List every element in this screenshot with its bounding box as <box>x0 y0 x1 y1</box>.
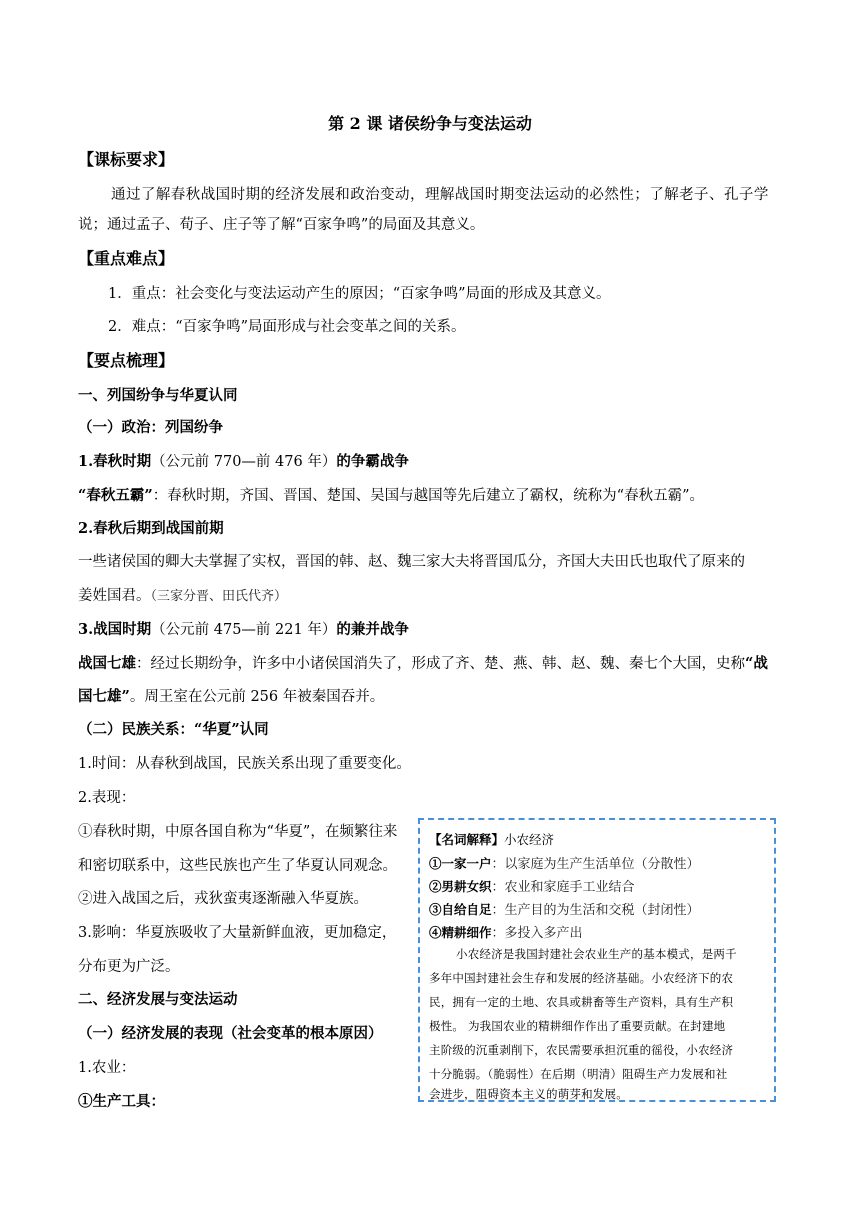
tools-label: ①生产工具： <box>78 1093 165 1110</box>
point-2-heading: 2.春秋后期到战国前期 <box>78 520 224 537</box>
point-1-date: （公元前 770—前 476 年） <box>151 454 337 470</box>
point-2-note: （三家分晋、田氏代齐） <box>150 589 288 604</box>
minzu-a-line-2: 和密切联系中，这些民族也产生了华夏认同观念。 <box>78 858 397 874</box>
zhongdian-item-2: 2．难点：“百家争鸣”局面形成与社会变革之间的关系。 <box>108 319 466 335</box>
lesson-title: 第 2 课 诸侯纷争与变法运动 <box>328 114 532 133</box>
point-3-line-1 <box>78 652 768 673</box>
point-3-term: 战国七雄 <box>78 655 136 672</box>
minzu-time: 1.时间：从春秋到战国，民族关系出现了重要变化。 <box>78 756 411 772</box>
box-item-2-term: ②男耕女织 <box>429 879 492 894</box>
point-2-line-1: 一些诸侯国的卿大夫掌握了实权，晋国的韩、赵、魏三家大夫将晋国瓜分，齐国大夫田氏也取代了原来的 <box>78 554 745 570</box>
subsection-3-heading: （一）经济发展的表现（社会变革的根本原因） <box>78 1025 383 1042</box>
box-item-4-text: ：多投入多产出 <box>491 926 583 941</box>
agriculture-label: 1.农业： <box>78 1060 136 1076</box>
point-1-term: “春秋五霸” <box>78 487 153 504</box>
box-para-line-6: 十分脆弱。（脆弱性）在后期（明清）阻碍生产力发展和社 <box>429 1067 728 1081</box>
point-1-tail: 的争霸战争 <box>336 453 409 470</box>
box-item-3 <box>429 899 700 918</box>
box-item-3-text: ：生产目的为生活和交税（封闭性） <box>491 903 700 918</box>
box-item-1 <box>429 853 700 872</box>
box-heading <box>429 830 554 848</box>
point-3-line-2 <box>78 685 384 706</box>
point-3-label: 3.战国时期 <box>78 621 152 638</box>
box-item-4-term: ④精耕细作 <box>429 925 492 940</box>
box-item-1-text: ：以家庭为生产生活单位（分散性） <box>491 857 700 872</box>
minzu-a-line-1: ①春秋时期，中原各国自称为“华夏”，在频繁往来 <box>78 824 398 840</box>
box-para-line-7: 会进步，阻碍资本主义的萌芽和发展。 <box>429 1087 628 1101</box>
section-2-heading: 二、经济发展与变法运动 <box>78 991 238 1008</box>
kebiao-line-1: 通过了解春秋战国时期的经济发展和政治变动，理解战国时期变法运动的必然性；了解老子、孔子学 <box>111 187 769 203</box>
box-item-2-text: ：农业和家庭手工业结合 <box>491 880 635 895</box>
term-explanation-box <box>418 818 776 1102</box>
point-1-body: ：春秋时期，齐国、晋国、楚国、吴国与越国等先后建立了霸权，统称为“春秋五霸”。 <box>152 488 705 504</box>
box-item-2 <box>429 876 635 895</box>
minzu-performance: 2.表现： <box>78 790 136 806</box>
point-2-text: 姜姓国君。 <box>78 588 151 604</box>
subsection-1-heading: （一）政治：列国纷争 <box>78 419 223 436</box>
subsection-2-heading: （二）民族关系：“华夏”认同 <box>78 721 269 738</box>
minzu-impact-line-1: 3.影响：华夏族吸收了大量新鲜血液，更加稳定， <box>78 925 397 941</box>
minzu-b: ②进入战国之后，戎狄蛮夷逐渐融入华夏族。 <box>78 891 368 907</box>
point-2-line-2 <box>78 584 287 605</box>
point-3-heading <box>78 618 409 639</box>
zhongdian-item-1: 1．重点：社会变化与变法运动产生的原因；“百家争鸣”局面的形成及其意义。 <box>108 286 611 302</box>
box-para-line-2: 多年中国封建社会生存和发展的经济基础。小农经济下的农 <box>429 971 734 985</box>
kebiao-heading: 【课标要求】 <box>78 150 175 169</box>
yaodian-heading: 【要点梳理】 <box>78 351 175 370</box>
box-item-4 <box>429 922 583 941</box>
box-item-3-term: ③自给自足 <box>429 902 492 917</box>
point-3-body-2: 。周王室在公元前 256 年被秦国吞并。 <box>129 689 385 705</box>
box-para-line-5: 主阶级的沉重剥削下，农民需要承担沉重的徭役，小农经济 <box>429 1043 734 1057</box>
point-3-body: ：经过长期纷争，许多中小诸侯国消失了，形成了齐、楚、燕、韩、赵、魏、秦七个大国，史称 <box>136 656 745 672</box>
box-heading-term: 小农经济 <box>504 832 555 847</box>
point-3-date: （公元前 475—前 221 年） <box>151 622 337 638</box>
box-heading-label: 【名词解释】 <box>429 832 505 847</box>
zhongdian-heading: 【重点难点】 <box>78 249 175 268</box>
point-1-heading <box>78 450 409 471</box>
minzu-impact-line-2: 分布更为广泛。 <box>78 959 180 975</box>
kebiao-line-2: 说；通过孟子、荀子、庄子等了解“百家争鸣”的局面及其意义。 <box>78 217 485 233</box>
point-1-label: 1.春秋时期 <box>78 453 152 470</box>
point-1-text <box>78 484 704 505</box>
box-para-line-3: 民，拥有一定的土地、农具或耕畜等生产资料，具有生产积 <box>429 995 734 1009</box>
box-item-1-term: ①一家一户 <box>429 856 492 871</box>
point-3-term-end: 国七雄” <box>78 688 130 705</box>
point-3-tail: 的兼并战争 <box>336 621 409 638</box>
box-para-line-4: 极性。 为我国农业的精耕细作作出了重要贡献。在封建地 <box>429 1019 726 1033</box>
section-1-heading: 一、列国纷争与华夏认同 <box>78 387 238 404</box>
box-para-line-1: 小农经济是我国封建社会农业生产的基本模式，是两千 <box>456 947 737 961</box>
point-3-term-start: “战 <box>745 655 768 672</box>
